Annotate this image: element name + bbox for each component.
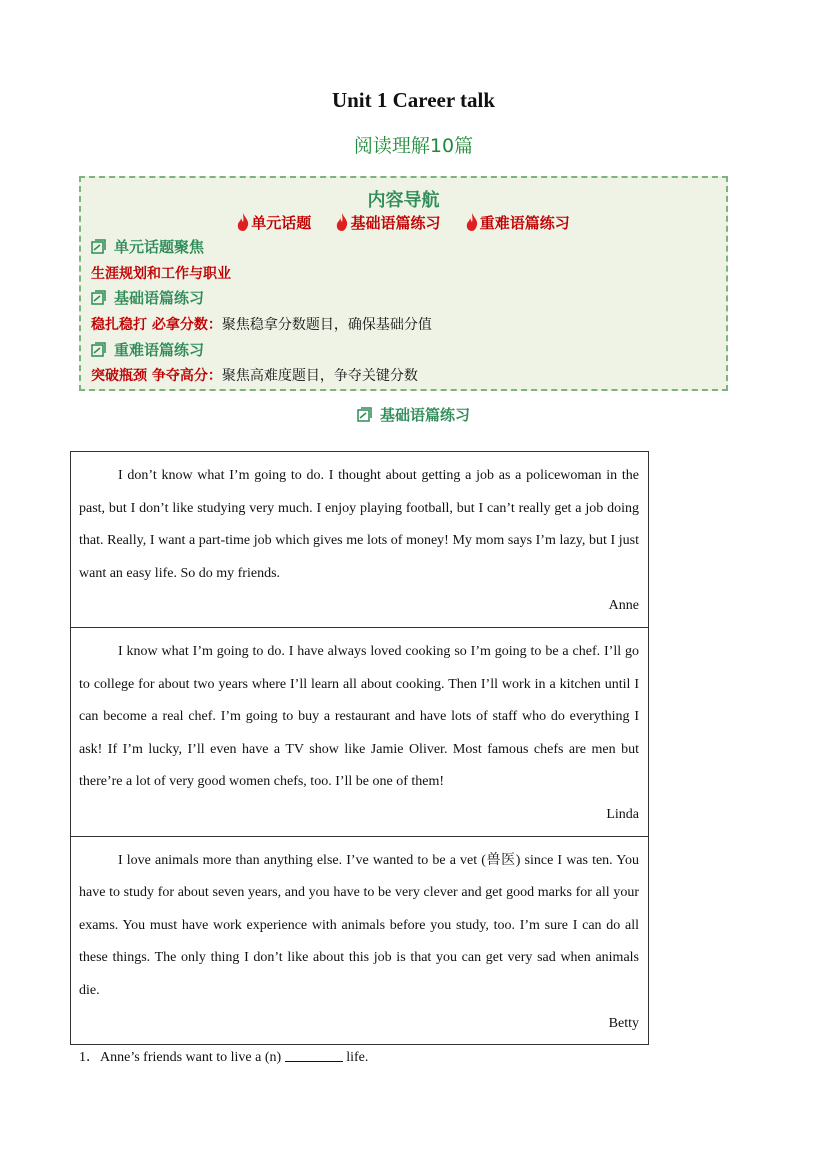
- section-heading-label: 基础语篇练习: [379, 406, 470, 424]
- answer-blank[interactable]: [285, 1049, 343, 1062]
- page-title: Unit 1 Career talk: [331, 88, 496, 112]
- nav-link-unit-topic[interactable]: [237, 212, 311, 233]
- document-icon: [357, 407, 372, 422]
- passage-text: I don’t know what I’m going to do. I thought about getting a job as a policewoman in the past, but I don’t like studying very much. I enjoy playing football, but I can’t really get a job doing that. Really, I want a part-time job which gives me lots of money! My mom says I’m lazy, but I just want an easy life. So do my friends.: [79, 468, 639, 581]
- passage-author: Linda: [606, 806, 639, 822]
- question-text-before: Anne’s friends want to live a (n): [100, 1050, 285, 1065]
- page-subtitle: 阅读理解10篇: [353, 135, 474, 157]
- passages-table: [70, 451, 649, 1045]
- nav-link-label: 基础语篇练习: [350, 214, 441, 232]
- passage-author: Anne: [608, 598, 639, 614]
- passage-text: I know what I’m going to do. I have always loved cooking so I’m going to be a chef. I’ll go to college for about two years where I’ll learn all about cooking. Then I’ll work in a kitchen until I can become a real chef. I’m going to buy a restaurant and have lots of staff who do everything I ask! If I’m lucky, I’ll even have a TV show like Jamie Oliver. Most famous chefs are men but there’re a lot of very good women chefs, too. I’ll be one of them!: [79, 643, 639, 790]
- nav-section-heading-label: 重难语篇练习: [114, 341, 205, 359]
- document-icon: [91, 239, 106, 254]
- passage-linda: [71, 628, 648, 837]
- passage-anne: [71, 452, 648, 628]
- nav-section-heading-basic: [91, 287, 204, 308]
- nav-section-detail-label: 稳扎稳打 必拿分数：: [91, 317, 222, 333]
- nav-section-detail-text: 聚焦稳拿分数题目，确保基础分值: [221, 317, 432, 333]
- nav-section-detail-unit-topic: [91, 263, 231, 283]
- document-icon: [91, 342, 106, 357]
- nav-link-hard-reading[interactable]: [466, 212, 570, 233]
- nav-section-heading-label: 基础语篇练习: [114, 289, 205, 307]
- nav-section-detail-text: 聚焦高难度题目，争夺关键分数: [221, 368, 418, 384]
- nav-link-label: 单元话题: [251, 214, 312, 232]
- nav-links: [81, 212, 726, 233]
- nav-link-label: 重难语篇练习: [479, 214, 570, 232]
- passage-text: I love animals more than anything else. I’ve wanted to be a vet (兽医) since I was ten. You have to study for about seven years, and you have to be very clever and get good marks for all your exams. You must have work experience with animals before you study, too. I’m sure I can do all these things. The only thing I don’t like about this job is that you can get very sad when animals die.: [79, 852, 639, 998]
- nav-section-detail-label: 生涯规划和工作与职业: [91, 266, 231, 282]
- question-1: [79, 1046, 368, 1066]
- question-text-after: life.: [342, 1050, 369, 1065]
- nav-section-detail-label: 突破瓶颈 争夺高分：: [91, 368, 222, 384]
- document-icon: [91, 290, 106, 305]
- passage-author: Betty: [608, 1015, 639, 1031]
- nav-section-heading-hard: [91, 339, 204, 360]
- nav-section-detail-basic: [91, 314, 432, 334]
- flame-icon: [466, 213, 478, 231]
- passage-betty: [71, 837, 648, 1045]
- nav-section-detail-hard: [91, 365, 418, 385]
- nav-title: 内容导航: [367, 190, 440, 211]
- nav-link-basic-reading[interactable]: [336, 212, 440, 233]
- section-heading-basic-reading: [0, 404, 827, 425]
- question-number: 1．: [79, 1050, 100, 1065]
- nav-section-heading-unit-topic: [91, 236, 204, 257]
- flame-icon: [336, 213, 348, 231]
- nav-section-heading-label: 单元话题聚焦: [114, 238, 205, 256]
- flame-icon: [237, 213, 249, 231]
- content-navigation-box: [79, 176, 728, 391]
